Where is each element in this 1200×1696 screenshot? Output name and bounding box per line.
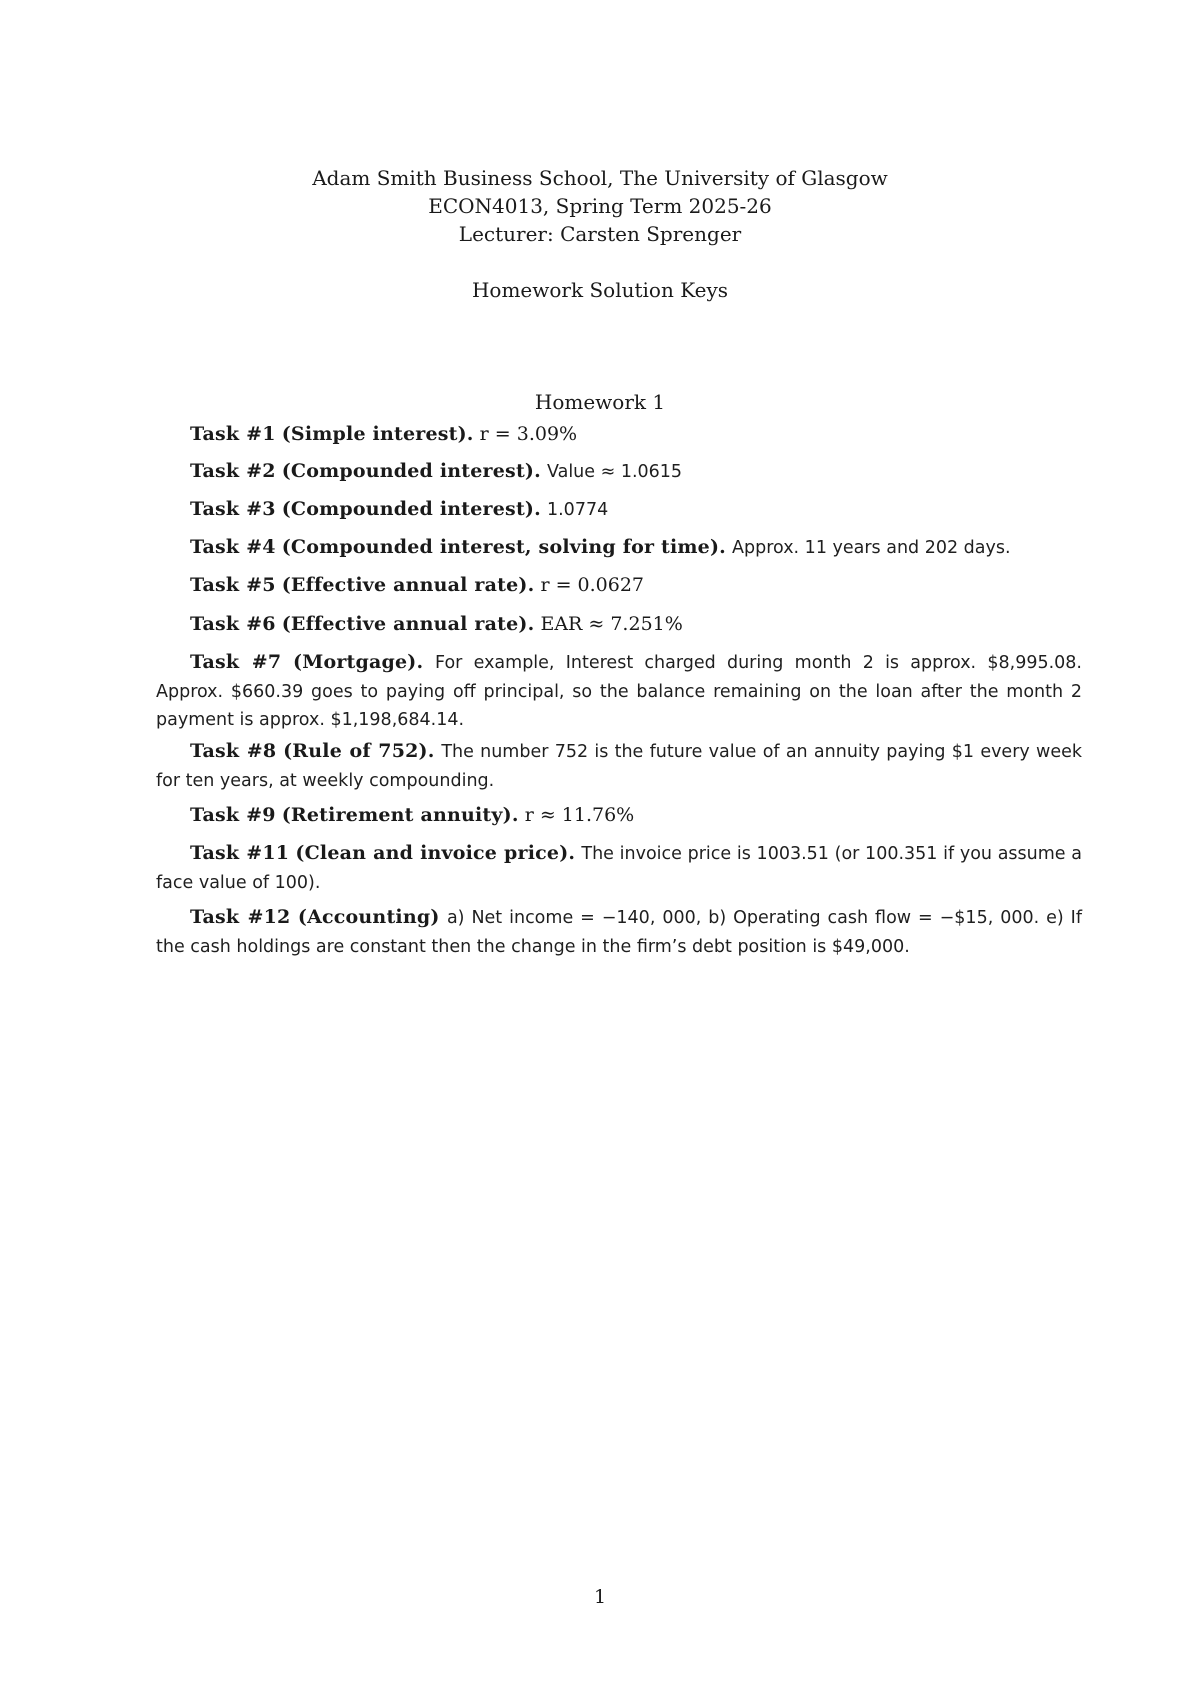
task-answer: r = 3.09%: [479, 423, 578, 445]
task-answer: Approx. 11 years and 202 days.: [732, 538, 1011, 558]
task-head: (Clean and invoice price).: [295, 842, 576, 864]
task-label: Task #11: [190, 842, 290, 864]
task-answer: a) Net income = −140, 000, b) Operating cash flow = −$15, 000. e) If the cash holdings are constant then the change in the firm’s debt position is $49,000.: [156, 908, 1082, 957]
task-11: [156, 840, 1082, 897]
task-12: [156, 904, 1082, 961]
task-head: (Mortgage).: [293, 651, 424, 673]
task-label: Task #3: [190, 498, 276, 520]
task-head: (Accounting): [297, 906, 440, 928]
task-3: [156, 496, 1082, 525]
task-label: Task #7: [190, 651, 282, 673]
task-answer: r = 0.0627: [540, 574, 645, 596]
task-label: Task #4: [190, 536, 276, 558]
task-1: [156, 421, 1082, 449]
task-4: [156, 534, 1082, 563]
task-answer: 1.0774: [546, 500, 609, 520]
task-answer: Value ≈ 1.0615: [546, 462, 683, 482]
task-label: Task #5: [190, 574, 276, 596]
task-9: [156, 802, 1082, 830]
task-label: Task #9: [190, 804, 276, 826]
task-head: (Compounded interest).: [281, 460, 541, 482]
task-label: Task #6: [190, 613, 276, 635]
task-head: (Simple interest).: [281, 423, 474, 445]
task-head: (Compounded interest).: [281, 498, 541, 520]
task-6: [156, 611, 1082, 639]
page-number: 1: [593, 1586, 607, 1608]
homework-heading: Homework 1: [534, 390, 666, 414]
task-label: Task #2: [190, 460, 276, 482]
task-head: (Compounded interest, solving for time).: [281, 536, 726, 558]
lecturer: Lecturer: Carsten Sprenger: [458, 222, 742, 246]
document-header: [0, 164, 1200, 304]
task-head: (Effective annual rate).: [281, 613, 535, 635]
task-answer: The number 752 is the future value of an annuity paying $1 every week for ten years, at weekly compounding.: [156, 742, 1082, 791]
task-label: Task #8: [190, 740, 277, 762]
task-head: (Rule of 752).: [283, 740, 435, 762]
document-title: Homework Solution Keys: [471, 278, 728, 302]
task-answer: EAR ≈ 7.251%: [540, 613, 683, 635]
task-label: Task #1: [190, 423, 276, 445]
course-term: ECON4013, Spring Term 2025-26: [428, 194, 772, 218]
task-head: (Effective annual rate).: [281, 574, 535, 596]
task-8: [156, 738, 1082, 795]
task-head: (Retirement annuity).: [281, 804, 519, 826]
task-2: [156, 458, 1082, 487]
task-7: [156, 649, 1082, 735]
task-answer: r ≈ 11.76%: [524, 804, 635, 826]
task-answer: For example, Interest charged during month 2 is approx. $8,995.08. Approx. $660.39 goes to paying off principal, so the balance remaining on the loan after the month 2 payment is approx. $1,198,684.14.: [156, 653, 1082, 730]
school-name: Adam Smith Business School, The University of Glasgow: [312, 166, 888, 190]
task-label: Task #12: [190, 906, 291, 928]
task-answer: The invoice price is 1003.51 (or 100.351 if you assume a face value of 100).: [156, 844, 1082, 893]
task-5: [156, 572, 1082, 600]
